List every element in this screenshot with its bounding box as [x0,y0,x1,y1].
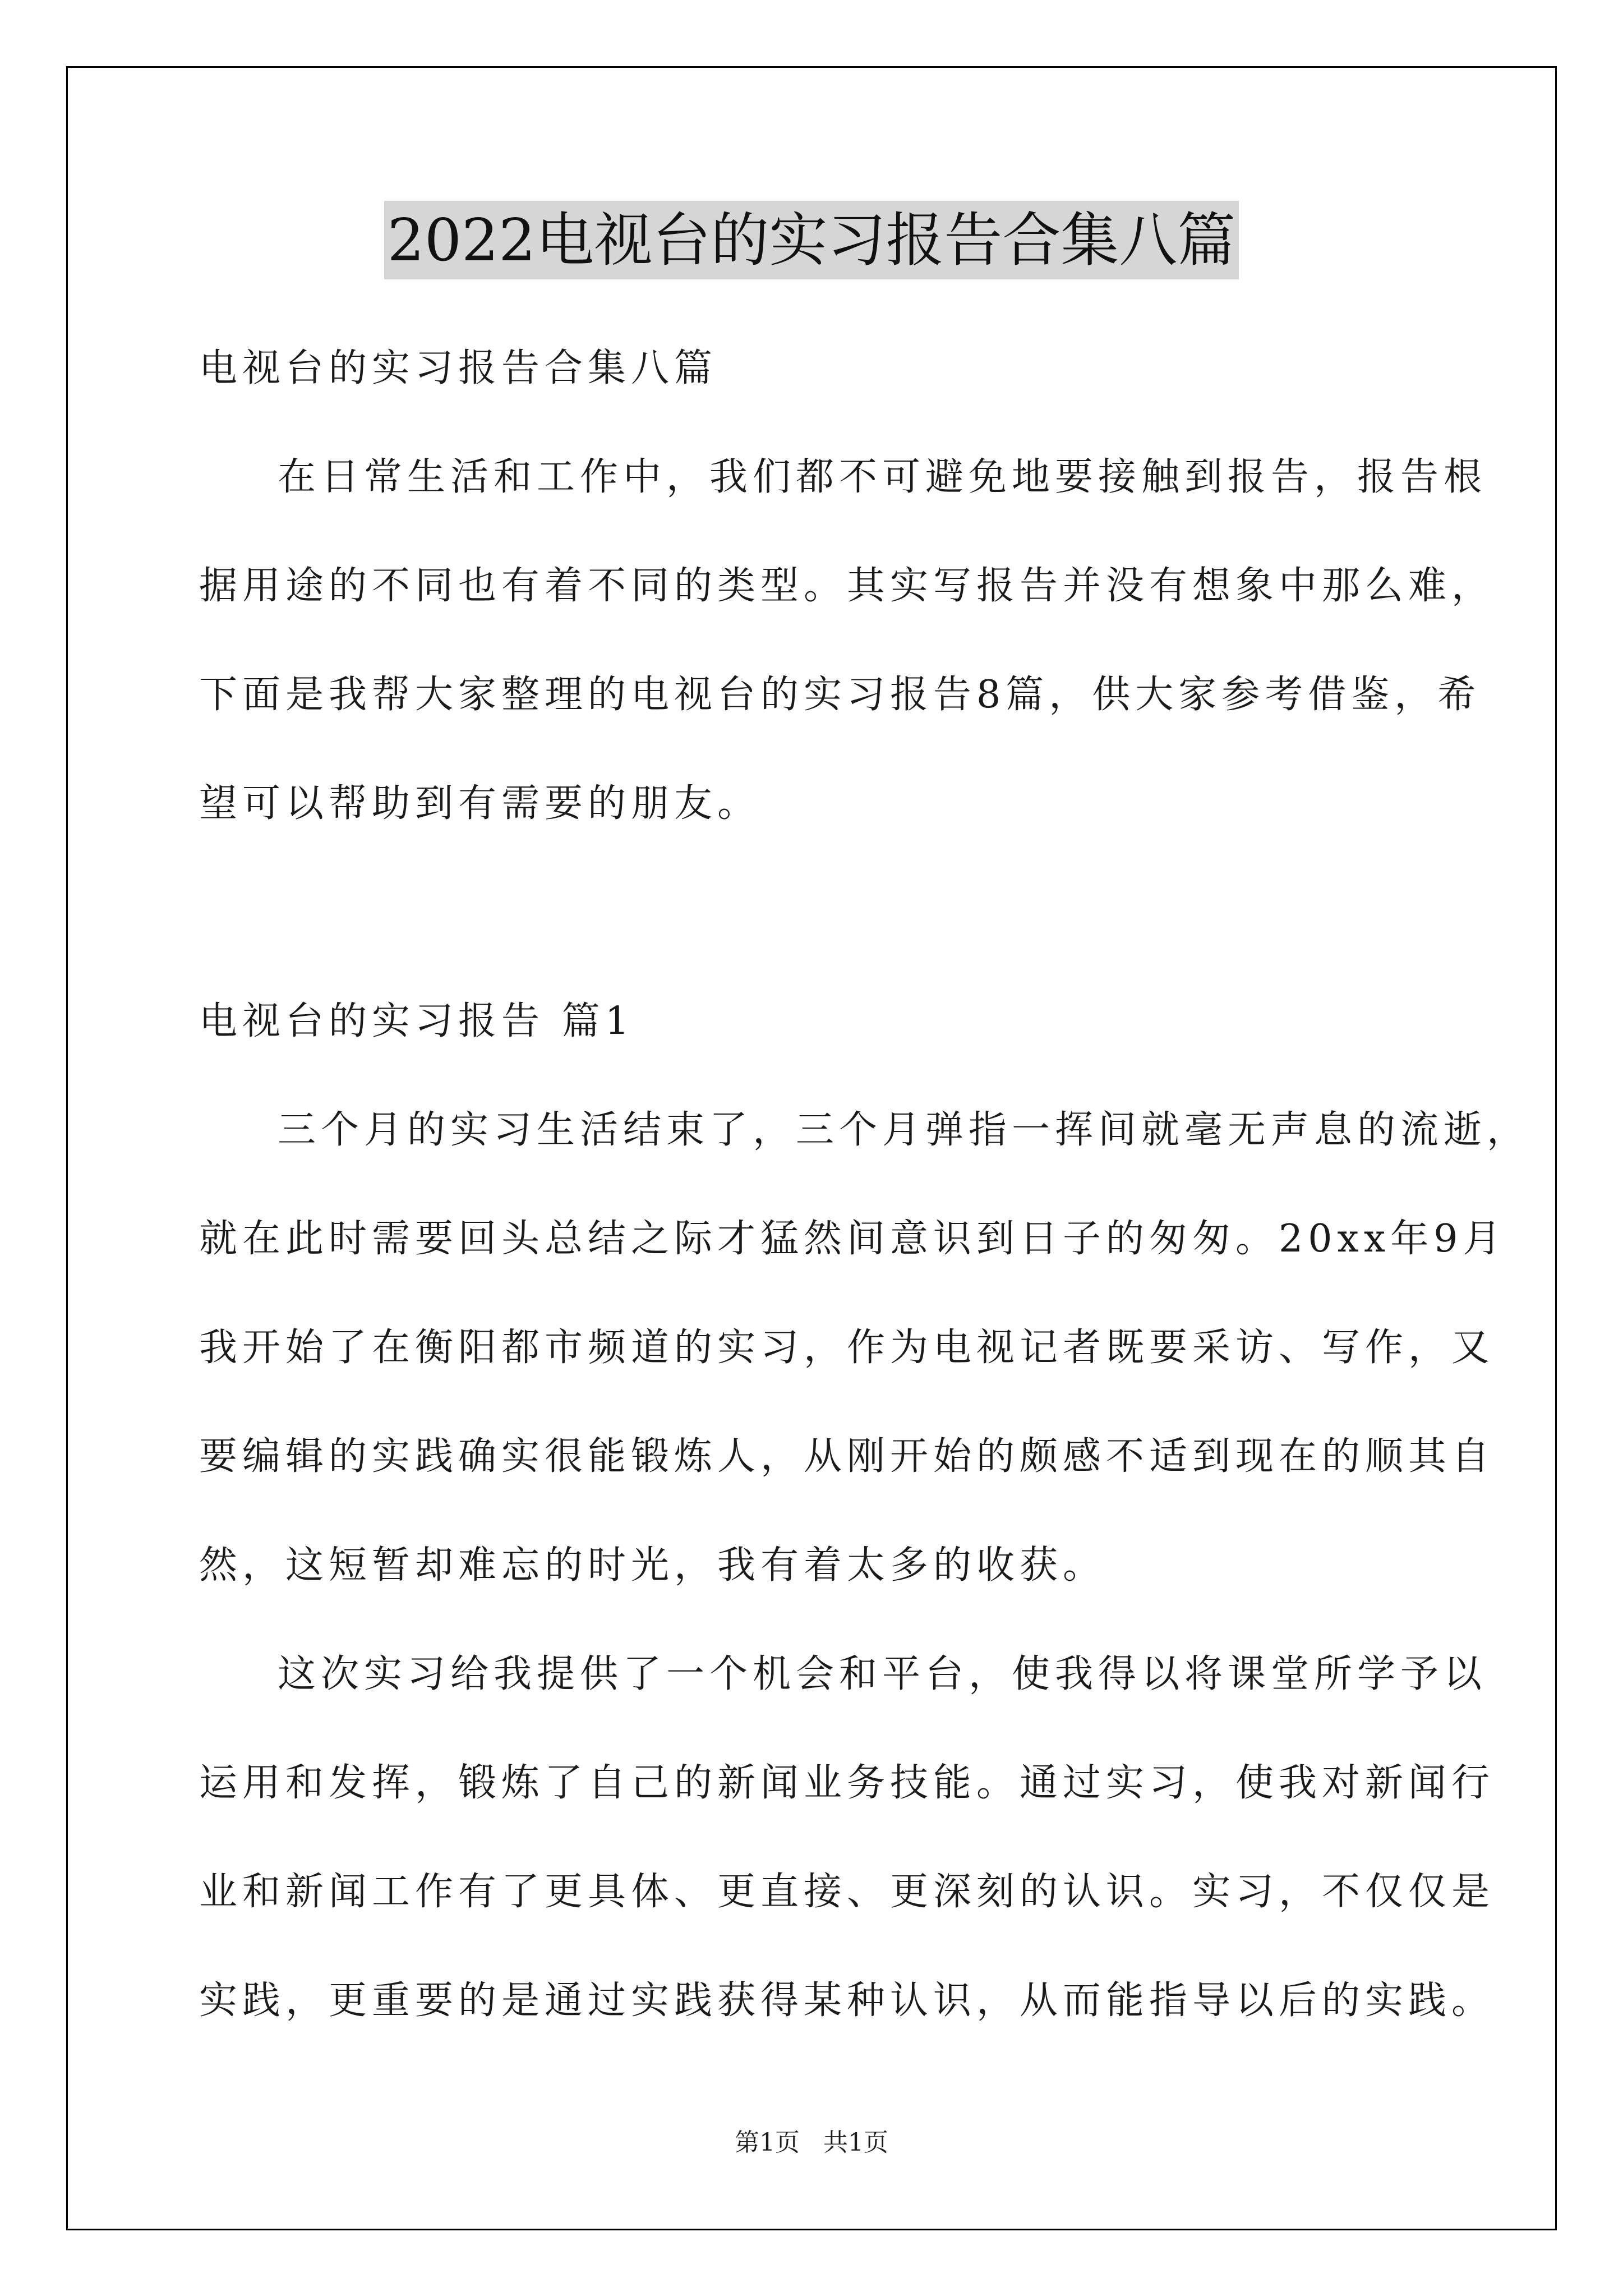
para2-line-1: 这次实习给我提供了一个机会和平台，使我得以将课堂所学予以 [278,1652,1487,1696]
intro-line-3: 下面是我帮大家整理的电视台的实习报告8篇，供大家参考借鉴，希 [199,673,1481,717]
intro-line-2: 据用途的不同也有着不同的类型。其实写报告并没有想象中那么难， [199,564,1495,608]
document-subtitle: 电视台的实习报告合集八篇 [199,346,718,390]
para2-line-2: 运用和发挥，锻炼了自己的新闻业务技能。通过实习，使我对新闻行 [199,1761,1495,1805]
para1-line-5: 然，这短暂却难忘的时光，我有着太多的收获。 [199,1543,1106,1588]
document-title: 2022电视台的实习报告合集八篇 [384,201,1239,279]
intro-line-4: 望可以帮助到有需要的朋友。 [199,781,761,826]
page-footer: 第1页 共1页 [735,2128,888,2157]
para2-line-4: 实践，更重要的是通过实践获得某种认识，从而能指导以后的实践。 [199,1978,1495,2023]
para1-line-4: 要编辑的实践确实很能锻炼人，从刚开始的颇感不适到现在的顺其自 [199,1434,1495,1479]
section-heading: 电视台的实习报告 篇1 [199,999,634,1043]
para1-line-1: 三个月的实习生活结束了，三个月弹指一挥间就毫无声息的流逝， [278,1108,1530,1152]
title-container [0,201,1623,279]
intro-line-1: 在日常生活和工作中，我们都不可避免地要接触到报告，报告根 [278,455,1487,499]
para2-line-3: 业和新闻工作有了更具体、更直接、更深刻的认识。实习，不仅仅是 [199,1870,1495,1914]
para1-line-3: 我开始了在衡阳都市频道的实习，作为电视记者既要采访、写作，又 [199,1326,1495,1370]
para1-line-2: 就在此时需要回头总结之际才猛然间意识到日子的匆匆。20xx年9月 [199,1217,1506,1261]
document-body [199,314,1530,2055]
paragraph-gap [199,858,1467,967]
